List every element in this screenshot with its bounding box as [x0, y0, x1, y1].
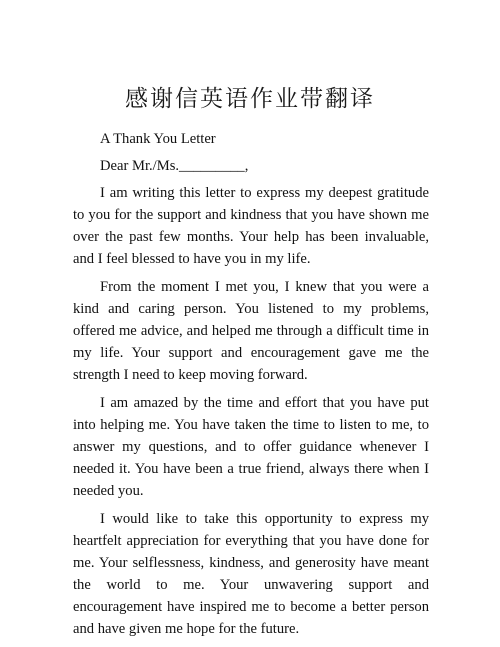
- page-title: 感谢信英语作业带翻译: [125, 86, 375, 112]
- paragraph-2: From the moment I met you, I knew that you were a kind and caring person. You listened to my problems, offered me advice, and helped me through a difficult time in my life. Your support and encouragement gave me the strength I need to keep moving forward.: [73, 279, 429, 383]
- letter-title: A Thank You Letter: [100, 131, 216, 147]
- paragraph-3: I am amazed by the time and effort that you have put into helping me. You have taken the time to listen to me, to answer my questions, and to offer guidance whenever I needed it. You have been a true friend, always there when I needed you.: [73, 395, 429, 499]
- letter-body: [73, 128, 429, 646]
- salutation: Dear Mr./Ms._________,: [100, 158, 249, 174]
- paragraph-1: I am writing this letter to express my deepest gratitude to you for the support and kindness that you have shown me over the past few months. Your help has been invaluable, and I feel blessed to have you in my life.: [73, 185, 429, 267]
- paragraph-4: I would like to take this opportunity to express my heartfelt appreciation for everything that you have done for me. Your selflessness, kindness, and generosity have meant the world to me. Your unwavering support and encouragement have inspired me to become a better person and have given me hope for the future.: [73, 511, 429, 637]
